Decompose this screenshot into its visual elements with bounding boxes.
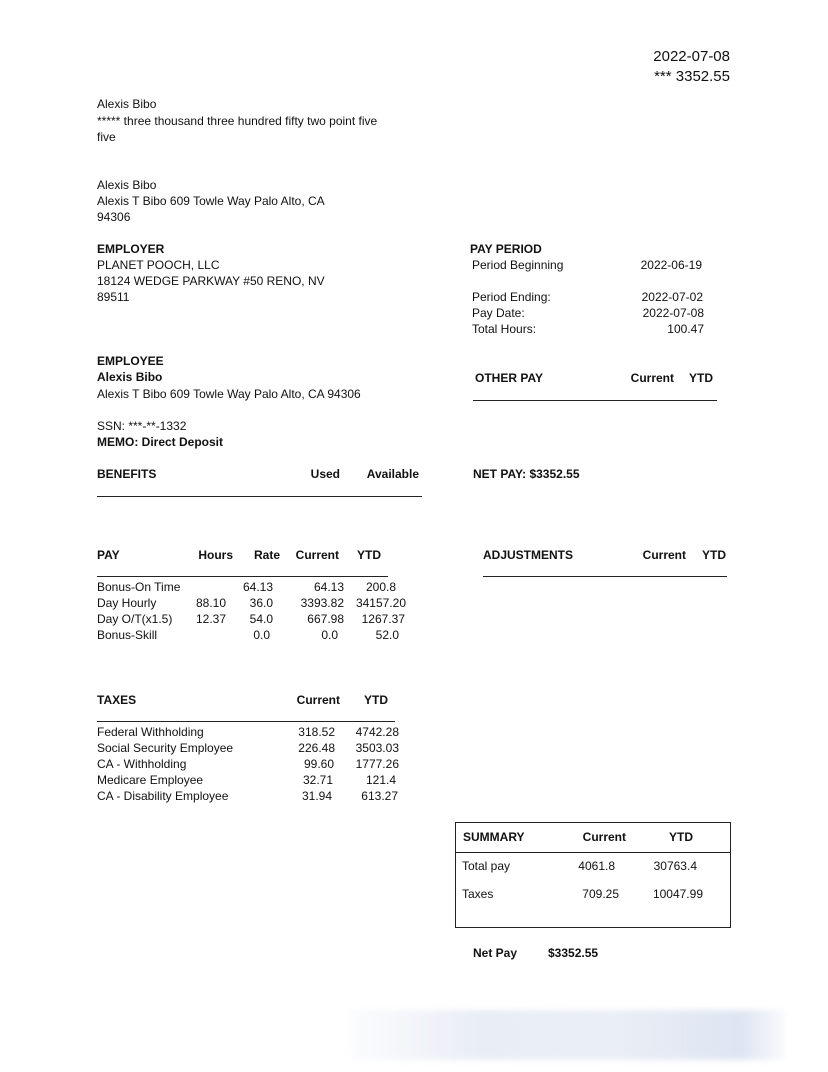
period-beginning-label: Period Beginning [472, 258, 564, 272]
summary-row-ytd: 10047.99 [652, 887, 703, 901]
tax-row-name: Social Security Employee [97, 741, 234, 755]
pay-row-name: Day Hourly [97, 596, 157, 610]
other-pay-ytd-header: YTD [689, 371, 713, 385]
tax-row-name: CA - Disability Employee [97, 789, 229, 803]
summary-row-name: Taxes [462, 887, 494, 901]
other-pay-divider [473, 400, 717, 401]
pay-row-name: Day O/T(x1.5) [97, 612, 173, 626]
benefits-heading: BENEFITS [97, 467, 157, 481]
adjustments-divider [483, 576, 727, 577]
tax-row-ytd: 3503.03 [355, 741, 399, 755]
tax-row-name: Federal Withholding [97, 725, 204, 739]
net-pay-value: $3352.55 [548, 946, 599, 960]
summary-header-current: Current [582, 830, 626, 844]
tax-row-current: 226.48 [298, 741, 335, 755]
tax-row-current: 31.94 [301, 789, 332, 803]
pay-row-rate: 36.0 [249, 596, 273, 610]
pay-header-name: PAY [97, 548, 120, 562]
net-pay-top: NET PAY: $3352.55 [473, 467, 580, 481]
employee-heading: EMPLOYEE [97, 354, 164, 368]
summary-row-current: 709.25 [582, 887, 619, 901]
other-pay-heading: OTHER PAY [475, 371, 544, 385]
benefits-used-header: Used [310, 467, 340, 481]
blurred-watermark [350, 1010, 785, 1060]
pay-divider [97, 576, 388, 577]
tax-row-current: 32.71 [302, 773, 333, 787]
pay-header-hours: Hours [198, 548, 233, 562]
pay-row-current: 64.13 [313, 580, 344, 594]
pay-row-rate: 64.13 [242, 580, 273, 594]
taxes-header-current: Current [296, 693, 340, 707]
pay-row-current: 3393.82 [300, 596, 344, 610]
summary-divider [455, 852, 731, 853]
employer-name: PLANET POOCH, LLC [97, 258, 220, 272]
tax-row-current: 99.60 [303, 757, 334, 771]
check-payee: Alexis Bibo [97, 97, 157, 111]
check-date: 2022-07-08 [653, 48, 730, 65]
tax-row-name: CA - Withholding [97, 757, 187, 771]
pay-row-ytd: 200.8 [365, 580, 396, 594]
pay-row-name: Bonus-Skill [97, 628, 158, 642]
pay-row-ytd: 34157.20 [355, 596, 406, 610]
pay-row-ytd: 1267.37 [361, 612, 405, 626]
other-pay-current-header: Current [630, 371, 674, 385]
taxes-divider [97, 721, 395, 722]
pay-date-label: Pay Date: [472, 306, 525, 320]
pay-row-current: 667.98 [307, 612, 344, 626]
pay-row-hours: 88.10 [195, 596, 226, 610]
taxes-header-ytd: YTD [364, 693, 388, 707]
check-amount: *** 3352.55 [654, 68, 730, 85]
pay-period-heading: PAY PERIOD [470, 242, 542, 256]
pay-row-name: Bonus-On Time [97, 580, 181, 594]
tax-row-ytd: 613.27 [361, 789, 398, 803]
taxes-header-name: TAXES [97, 693, 137, 707]
pay-header-ytd: YTD [357, 548, 381, 562]
pay-row-ytd: 52.0 [375, 628, 399, 642]
pay-date-value: 2022-07-08 [642, 306, 704, 320]
employee-ssn: SSN: ***-**-1332 [97, 419, 187, 433]
period-ending-label: Period Ending: [472, 290, 551, 304]
summary-row-current: 4061.8 [578, 859, 615, 873]
summary-header-ytd: YTD [669, 830, 693, 844]
tax-row-ytd: 1777.26 [355, 757, 399, 771]
pay-row-hours: 12.37 [195, 612, 226, 626]
employer-heading: EMPLOYER [97, 242, 165, 256]
adjustments-current-header: Current [642, 548, 686, 562]
period-ending-value: 2022-07-02 [641, 290, 703, 304]
pay-header-rate: Rate [253, 548, 280, 562]
pay-row-rate: 54.0 [249, 612, 273, 626]
employee-memo: MEMO: Direct Deposit [97, 435, 224, 449]
tax-row-ytd: 121.4 [365, 773, 396, 787]
adjustments-heading: ADJUSTMENTS [483, 548, 574, 562]
pay-row-rate: 0.0 [253, 628, 270, 642]
mailing-name: Alexis Bibo [97, 178, 157, 192]
employer-address: 18124 WEDGE PARKWAY #50 RENO, NV 89511 [97, 274, 325, 304]
net-pay-label: Net Pay [473, 946, 518, 960]
total-hours-label: Total Hours: [472, 322, 537, 336]
pay-row-current: 0.0 [321, 628, 338, 642]
tax-row-ytd: 4742.28 [355, 725, 399, 739]
benefits-divider [97, 496, 422, 497]
summary-row-name: Total pay [462, 859, 511, 873]
total-hours-value: 100.47 [667, 322, 704, 336]
summary-header-name: SUMMARY [463, 830, 525, 844]
benefits-available-header: Available [366, 467, 419, 481]
check-amount-words: ***** three thousand three hundred fifty two point five five [97, 114, 378, 144]
summary-row-ytd: 30763.4 [653, 859, 697, 873]
tax-row-name: Medicare Employee [97, 773, 204, 787]
pay-header-current: Current [295, 548, 339, 562]
tax-row-current: 318.52 [298, 725, 335, 739]
employee-address: Alexis T Bibo 609 Towle Way Palo Alto, CA 94306 [97, 387, 361, 401]
employee-name: Alexis Bibo [97, 370, 163, 384]
period-beginning-value: 2022-06-19 [640, 258, 702, 272]
mailing-address: Alexis T Bibo 609 Towle Way Palo Alto, CA 94306 [97, 194, 325, 224]
adjustments-ytd-header: YTD [702, 548, 726, 562]
